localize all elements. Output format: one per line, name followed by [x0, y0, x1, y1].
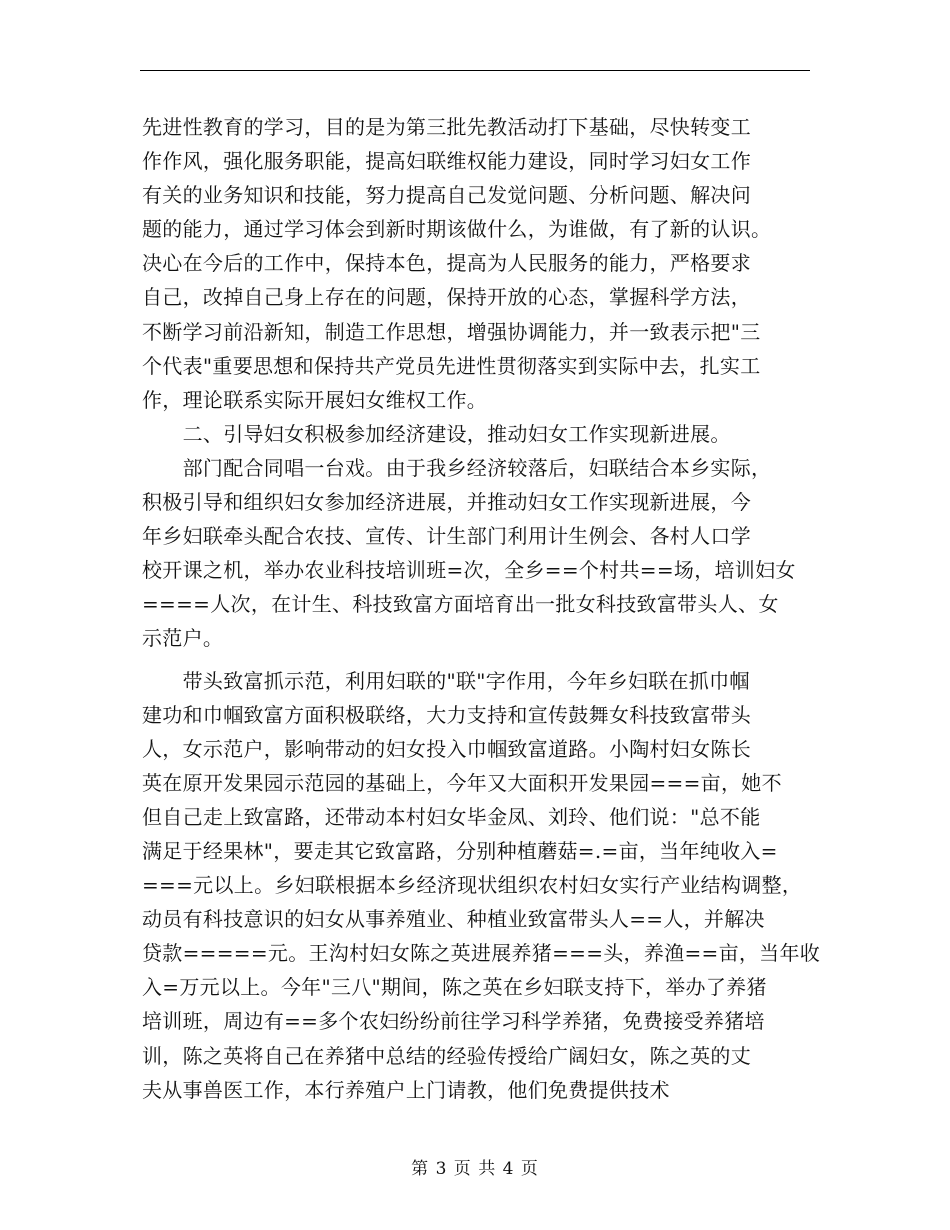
- paragraph: [142, 451, 814, 656]
- text-line: 夫从事兽医工作，本行养殖户上门请教，他们免费提供技术: [142, 1077, 670, 1102]
- text-line: 动员有科技意识的妇女从事养殖业、种植业致富带头人==人，并解决: [142, 907, 765, 932]
- text-line: 积极引导和组织妇女参加经济进展，并推动妇女工作实现新进展，今: [142, 490, 751, 515]
- text-line: 但自己走上致富路，还带动本村妇女毕金凤、刘玲、他们说："总不能: [142, 804, 761, 829]
- text-line: 培训班，周边有==多个农妇纷纷前往学习科学养猪，免费接受养猪培: [142, 1009, 765, 1034]
- text-line: 自己，改掉自己身上存在的问题，保持开放的心态，掌握科学方法，: [142, 285, 751, 310]
- document-body: [142, 110, 821, 1107]
- text-line: 人，女示范户，影响带动的妇女投入巾帼致富道路。小陶村妇女陈长: [142, 736, 751, 761]
- text-line: ===元以上。乡妇联根据本乡经济现状组织农村妇女实行产业结构调整，: [142, 873, 803, 898]
- text-line: 决心在今后的工作中，保持本色，提高为人民服务的能力，严格要求: [142, 251, 751, 276]
- page-number-footer: 第 3 页 共 4 页: [411, 1159, 539, 1179]
- text-line: 带头致富抓示范，利用妇联的"联"字作用，今年乡妇联在抓巾帼: [142, 668, 750, 693]
- text-line: 先进性教育的学习，目的是为第三批先教活动打下基础，尽快转变工: [142, 115, 751, 139]
- section-heading: [142, 417, 814, 451]
- text-line: 作，理论联系实际开展妇女维权工作。: [142, 387, 488, 412]
- text-line: 训，陈之英将自己在养猪中总结的经验传授给广阔妇女，陈之英的丈: [142, 1043, 751, 1068]
- text-line: 题的能力，通过学习体会到新时期该做什么，为谁做，有了新的认识。: [142, 217, 772, 242]
- text-line: 年乡妇联牵头配合农技、宣传、计生部门利用计生例会、各村人口学: [142, 524, 751, 549]
- text-line: 示范户。: [142, 626, 224, 651]
- text-line: 作作风，强化服务职能，提高妇联维权能力建设，同时学习妇女工作: [142, 149, 751, 174]
- text-line: 不断学习前沿新知，制造工作思想，增强协调能力，并一致表示把"三: [142, 319, 761, 344]
- text-line: 个代表"重要思想和保持共产党员先进性贯彻落实到实际中去，扎实工: [142, 353, 761, 378]
- paragraph: [142, 664, 821, 1107]
- text-line: 有关的业务知识和技能，努力提高自己发觉问题、分析问题、解决问: [142, 183, 751, 208]
- paragraph: [142, 110, 814, 417]
- text-line: 建功和巾帼致富方面积极联络，大力支持和宣传鼓舞女科技致富带头: [142, 702, 751, 727]
- text-line: 部门配合同唱一台戏。由于我乡经济较落后，妇联结合本乡实际，: [142, 455, 772, 480]
- paragraph-gap: [142, 656, 814, 664]
- text-line: 贷款=====元。王沟村妇女陈之英进展养猪===头，养渔==亩，当年收: [142, 941, 821, 966]
- text-line: 入=万元以上。今年"三八"期间，陈之英在乡妇联支持下，举办了养猪: [142, 975, 767, 1000]
- text-line: ====人次，在计生、科技致富方面培育出一批女科技致富带头人、女: [142, 592, 779, 617]
- text-line: 英在原开发果园示范园的基础上，今年又大面积开发果园===亩，她不: [142, 770, 782, 795]
- header-rule: [140, 70, 810, 71]
- text-line: 满足于经果林"，要走其它致富路，分别种植蘑菇=.=亩，当年纯收入=: [142, 838, 778, 863]
- text-line: 二、引导妇女积极参加经济建设，推动妇女工作实现新进展。: [142, 421, 731, 446]
- text-line: 校开课之机，举办农业科技培训班=次，全乡==个村共==场，培训妇女: [142, 558, 796, 583]
